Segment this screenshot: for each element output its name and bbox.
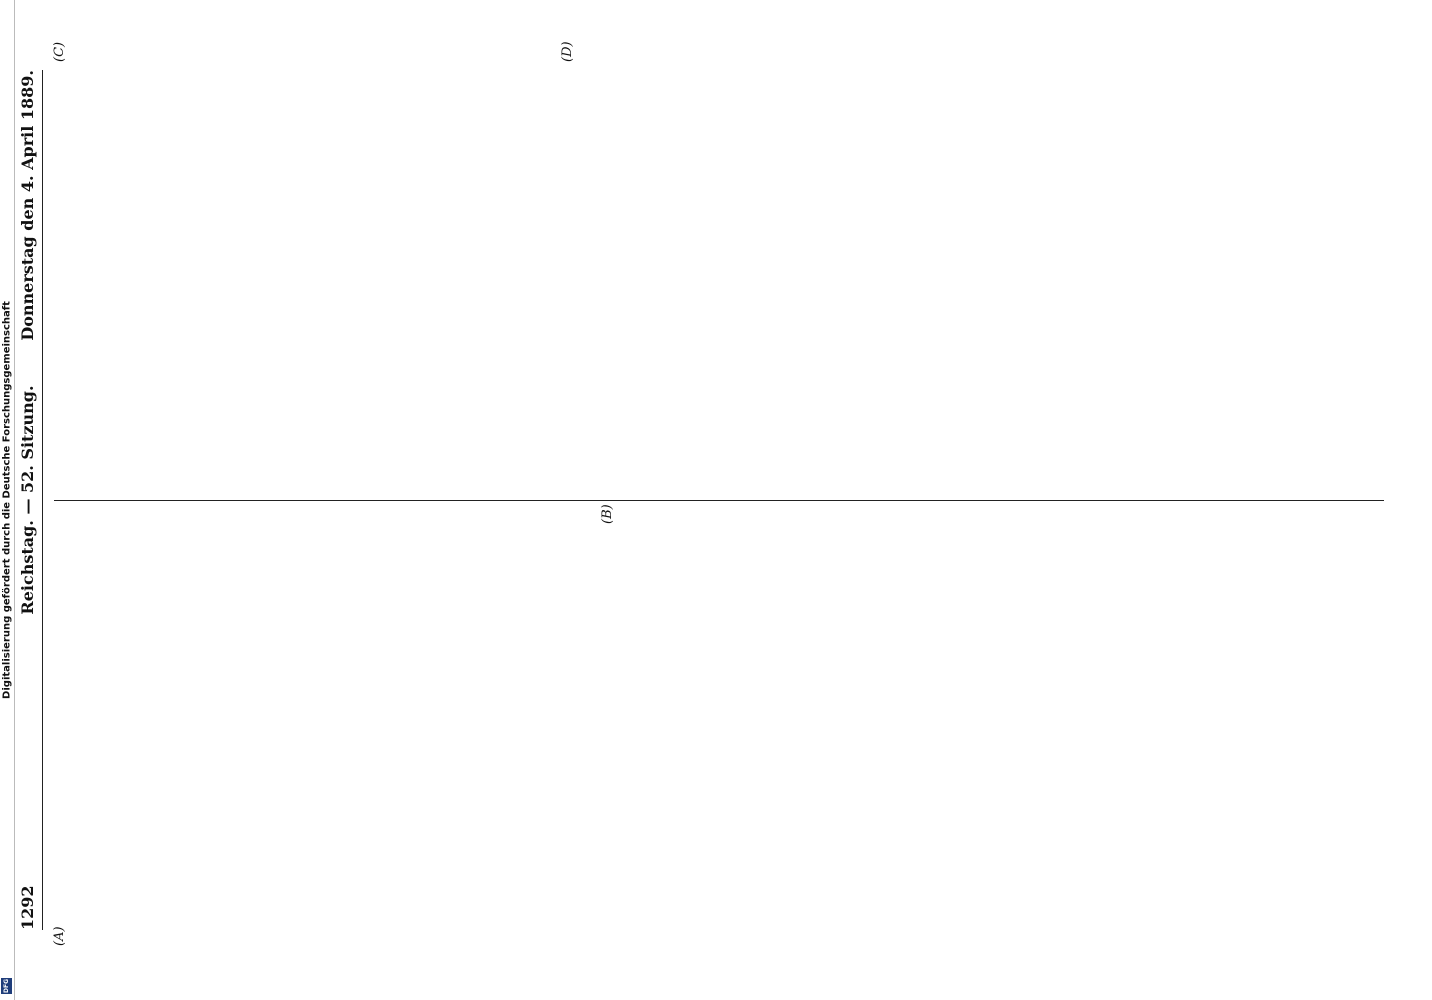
margin-mark-c: (C) [52,41,67,62]
digitization-note: Digitalisierung gefördert durch die Deutsche Forschungsgemeinschaft [1,301,13,699]
running-head [16,70,43,930]
column-divider [54,500,1384,501]
left-column [54,512,1384,930]
digitization-strip [0,0,15,1000]
page-number: 1292 [18,885,37,930]
right-column [54,70,1384,488]
running-title: Reichstag. — 52. Sitzung. [18,385,37,615]
margin-mark-b: (B) [600,504,615,524]
session-date: Donnerstag den 4. April 1889. [18,70,37,341]
margin-mark-d: (D) [560,41,575,62]
dfg-logo: DFG [3,979,10,994]
margin-mark-a: (A) [52,926,67,946]
